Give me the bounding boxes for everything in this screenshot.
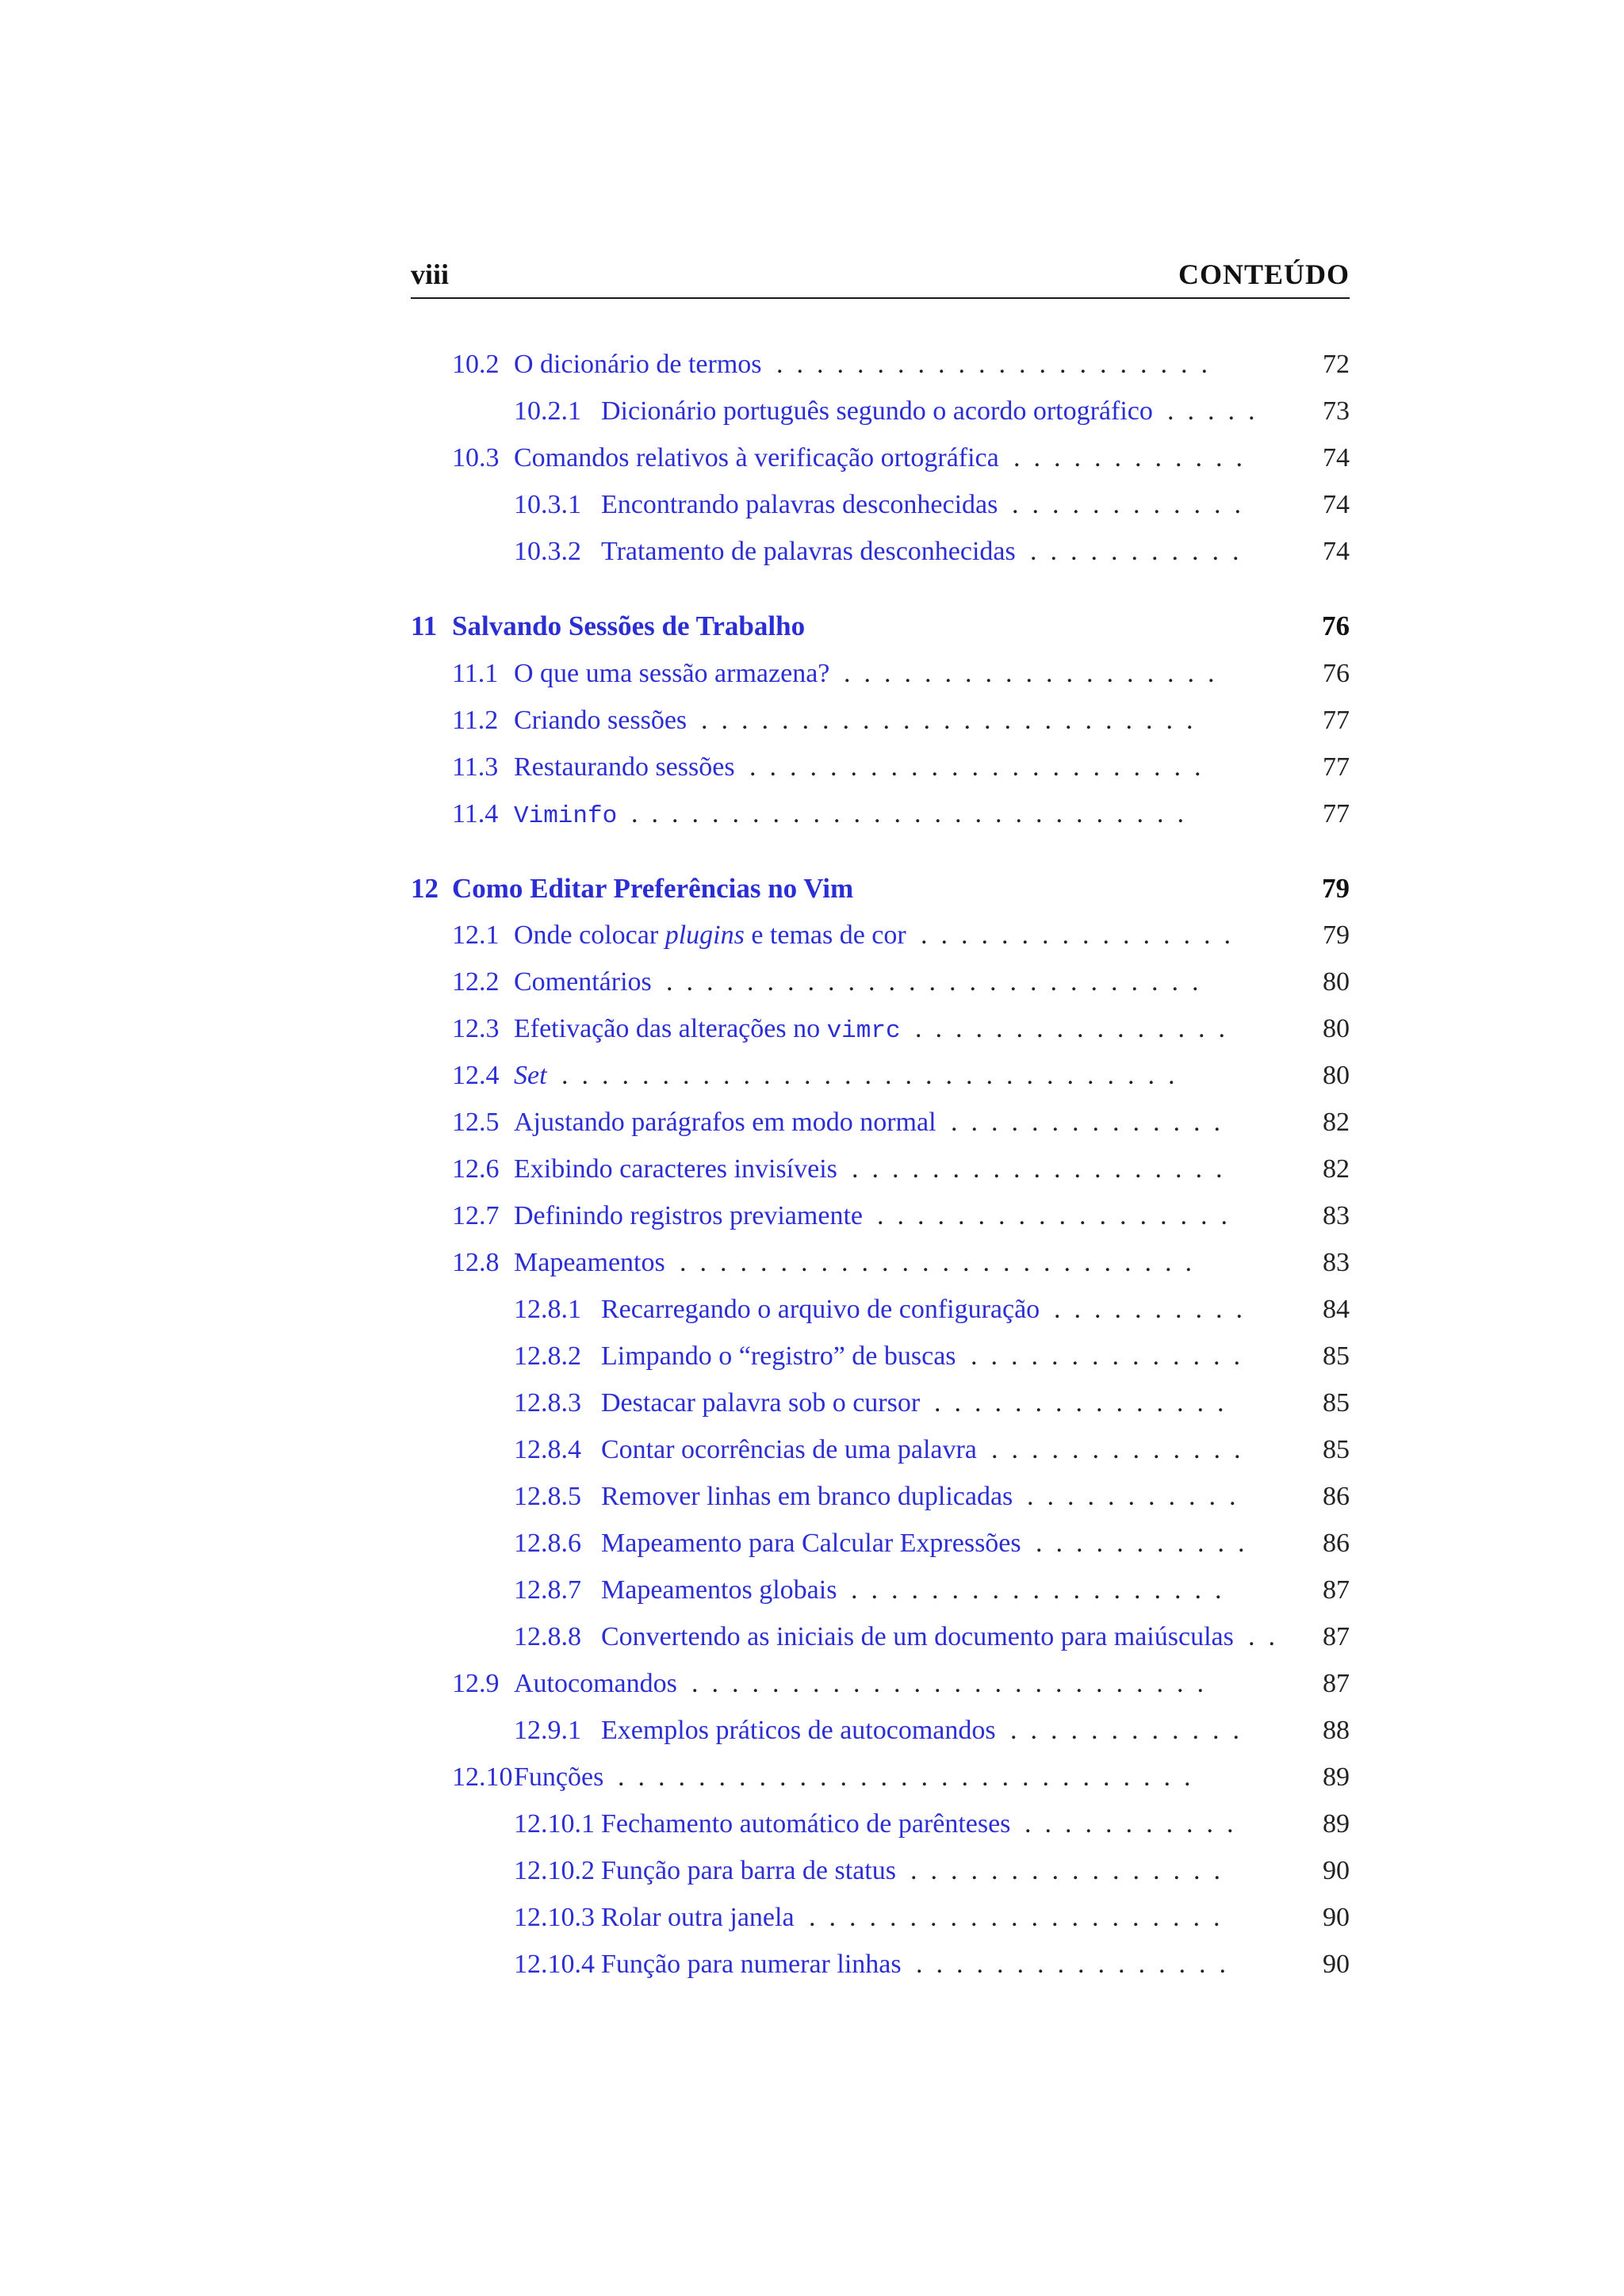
toc-leader-dots: . . . . . . . . . . . <box>1025 1809 1247 1839</box>
toc-entry-number: 12.9 <box>452 1669 500 1698</box>
toc-entry[interactable] <box>411 794 1350 834</box>
toc-entry[interactable] <box>411 1243 1350 1283</box>
toc-entry-page: 80 <box>1323 1014 1350 1043</box>
toc-leader-dots: . . . . . . . . . . . . . . . . . . . . . . . . . . . . . <box>618 1762 1205 1792</box>
toc-chapter-entry[interactable] <box>411 869 1350 909</box>
toc-entry[interactable] <box>411 1150 1350 1189</box>
toc-entry-page: 76 <box>1323 659 1350 688</box>
toc-entry-number: 10.3.1 <box>514 490 581 519</box>
toc-entry-page: 82 <box>1323 1154 1350 1184</box>
toc-entry-title-part: Criando sessões <box>514 706 688 735</box>
toc-entry-number: 12.6 <box>452 1154 500 1184</box>
toc-leader-dots: . . . . . . . . . . . . . . . . <box>915 1014 1239 1043</box>
toc-entry-title <box>601 1571 837 1610</box>
toc-entry-title <box>601 1945 902 1984</box>
toc-entry-page: 86 <box>1323 1482 1350 1511</box>
toc-leader-dots: . . . . . . . . . . . . <box>1010 1716 1253 1745</box>
toc-leader-dots: . . . . . . . . . . <box>1054 1295 1256 1324</box>
toc-entry-number: 12.7 <box>452 1201 500 1230</box>
toc-entry[interactable] <box>411 1711 1350 1751</box>
toc-entry-number: 12.5 <box>452 1108 500 1137</box>
toc-entry-title <box>601 1524 1021 1563</box>
toc-entry[interactable] <box>411 748 1350 787</box>
toc-entry-number: 12.4 <box>452 1061 500 1090</box>
toc-entry-title-part: Mapeamentos <box>514 1248 665 1277</box>
toc-entry-title <box>601 1430 977 1470</box>
toc-leader-dots: . . . . . . . . . . . . . . . . . . <box>877 1201 1241 1230</box>
toc-entry-title <box>601 485 998 525</box>
toc-entry-title-part: Exemplos práticos de autocomandos <box>601 1716 996 1745</box>
toc-entry-number: 12.10 <box>452 1762 513 1792</box>
toc-leader-dots: . . . . . . . . . . . . . . . <box>934 1388 1238 1418</box>
toc-entry-title-part: Set <box>514 1061 547 1090</box>
toc-entry-number: 12.8 <box>452 1248 500 1277</box>
toc-entry-title-part: Funções <box>514 1762 604 1792</box>
toc-entry-title <box>601 392 1153 431</box>
toc-entry-title-part: Autocomandos <box>514 1669 677 1698</box>
toc-entry-number: 12 <box>411 873 439 904</box>
toc-entry-number: 10.2.1 <box>514 396 581 426</box>
toc-entry-title-part: Onde colocar <box>514 920 665 950</box>
toc-entry[interactable] <box>411 1383 1350 1423</box>
toc-entry-number: 12.8.2 <box>514 1341 581 1371</box>
toc-leader-dots: . . . . . . . . . . . . . . . . . . . . . . . . . . . . <box>631 799 1197 828</box>
toc-entry-title <box>514 1196 863 1236</box>
toc-entry[interactable] <box>411 1290 1350 1330</box>
toc-entry-title <box>601 532 1016 572</box>
toc-chapter-entry[interactable] <box>411 607 1350 646</box>
toc-entry-page: 90 <box>1323 1856 1350 1885</box>
toc-entry-title-part: Dicionário português segundo o acordo ortográfico <box>601 396 1153 426</box>
toc-entry-title-part: Salvando Sessões de Trabalho <box>452 610 806 641</box>
toc-leader-dots: . . . . . . . . . . . <box>1036 1529 1258 1558</box>
toc-entry-title <box>601 1290 1040 1330</box>
header-page-number: viii <box>411 258 450 290</box>
toc-entry-title <box>514 438 999 478</box>
toc-entry[interactable] <box>411 1337 1350 1376</box>
toc-entry[interactable] <box>411 1851 1350 1891</box>
toc-entry-page: 72 <box>1323 350 1350 379</box>
toc-entry-title-part: e temas de cor <box>744 920 906 950</box>
toc-leader-dots: . . . . . . . . . . . . . . . . . . . . . . . . . . . <box>666 967 1212 997</box>
toc-entry-title <box>514 1103 936 1142</box>
toc-leader-dots: . . . . . . . . . . . . . <box>991 1435 1254 1464</box>
toc-entry-title-part: Tratamento de palavras desconhecidas <box>601 537 1016 566</box>
toc-entry-number: 11.2 <box>452 706 499 735</box>
toc-entry-title-part: Rolar outra janela <box>601 1903 795 1932</box>
toc-leader-dots: . . . . . . . . . . . . . . . . . . . . . . <box>776 350 1221 379</box>
toc-entry-title <box>514 1056 547 1096</box>
toc-entry-title-part: plugins <box>665 920 745 950</box>
toc-entry-page: 86 <box>1323 1529 1350 1558</box>
toc-entry-page: 89 <box>1323 1809 1350 1839</box>
toc-leader-dots: . . . . . . . . . . . . . . <box>971 1341 1254 1371</box>
toc-entry[interactable] <box>411 1430 1350 1470</box>
toc-entry-page: 80 <box>1323 1061 1350 1090</box>
toc-entry-title <box>601 1383 920 1423</box>
toc-entry-page: 73 <box>1323 396 1350 426</box>
toc-entry-number: 12.9.1 <box>514 1716 581 1745</box>
toc-leader-dots: . . . . . . . . . . . . . . . . . . . . . . . . . . . . . . . <box>561 1061 1189 1090</box>
toc-entry-title-part: Remover linhas em branco duplicadas <box>601 1482 1013 1511</box>
toc-entry-title <box>514 1150 837 1189</box>
toc-leader-dots: . . . . . . . . . . . . . . . . . . . <box>852 1154 1236 1184</box>
toc-entry-title-part: Efetivação das alterações no <box>514 1014 827 1043</box>
toc-leader-dots: . . . . . . . . . . . . . . . . <box>916 1950 1239 1979</box>
toc-entry-number: 12.3 <box>452 1014 500 1043</box>
toc-leader-dots: . . . . . . . . . . . . . . . . <box>921 920 1244 950</box>
toc-entry[interactable] <box>411 392 1350 431</box>
toc-entry-page: 87 <box>1323 1622 1350 1651</box>
header-section-title: CONTEÚDO <box>1178 258 1350 290</box>
toc-entry-number: 12.8.8 <box>514 1622 581 1651</box>
toc-entry-title-part: Ajustando parágrafos em modo normal <box>514 1108 936 1137</box>
toc-entry[interactable] <box>411 1056 1350 1096</box>
toc-entry-page: 74 <box>1323 443 1350 473</box>
toc-entry-page: 80 <box>1323 967 1350 997</box>
toc-entry-page: 83 <box>1323 1201 1350 1230</box>
toc-entry-number: 12.8.7 <box>514 1575 581 1605</box>
toc-entry-title <box>514 1009 901 1051</box>
toc-entry-title-part: Limpando o “registro” de buscas <box>601 1341 956 1371</box>
toc-entry[interactable] <box>411 1758 1350 1797</box>
toc-leader-dots: . . . . . <box>1167 396 1269 426</box>
toc-entry-number: 11 <box>411 610 438 641</box>
toc-entry-number: 10.2 <box>452 350 500 379</box>
toc-entry-title <box>514 1243 665 1283</box>
toc-entry-number: 12.8.4 <box>514 1435 581 1464</box>
toc-entry[interactable] <box>411 1524 1350 1563</box>
toc-entry-number: 12.10.2 <box>514 1856 595 1885</box>
toc-entry-title <box>601 1337 956 1376</box>
toc-entry[interactable] <box>411 1477 1350 1517</box>
toc-entry-number: 12.10.1 <box>514 1809 595 1839</box>
toc-entry-title-part: Definindo registros previamente <box>514 1201 863 1230</box>
toc-entry-number: 12.2 <box>452 967 500 997</box>
toc-entry-title-part: Encontrando palavras desconhecidas <box>601 490 998 519</box>
toc-leader-dots: . . . . . . . . . . . . . . . . . . . . . . . . . . <box>680 1248 1205 1277</box>
toc-entry-title <box>601 1617 1234 1657</box>
toc-entry-title <box>514 654 829 694</box>
toc-entry-page: 90 <box>1323 1903 1350 1932</box>
toc-entry-title-part: Comentários <box>514 967 652 997</box>
toc-leader-dots: . . . . . . . . . . . . . . . . . . . . . . . <box>749 752 1215 782</box>
toc-entry-title-part: Comandos relativos à verificação ortográfica <box>514 443 999 473</box>
toc-entry-title <box>514 345 762 385</box>
toc-entry-page: 77 <box>1323 752 1350 782</box>
toc-entry[interactable] <box>411 1804 1350 1844</box>
toc-entry-number: 11.1 <box>452 659 499 688</box>
toc-entry[interactable] <box>411 438 1350 478</box>
toc-entry-number: 11.4 <box>452 799 499 828</box>
toc-entry-number: 12.1 <box>452 920 500 950</box>
toc-entry-title-part: Mapeamento para Calcular Expressões <box>601 1529 1021 1558</box>
toc-leader-dots: . . . . . . . . . . . . . . . . . . . . . . . . . . <box>691 1669 1217 1698</box>
running-header <box>411 258 1350 299</box>
toc-entry-title-part: O dicionário de termos <box>514 350 762 379</box>
toc-entry[interactable] <box>411 1945 1350 1984</box>
toc-entry[interactable] <box>411 1009 1350 1049</box>
toc-entry-title <box>514 1664 677 1704</box>
toc-entry[interactable] <box>411 532 1350 572</box>
toc-entry-page: 89 <box>1323 1762 1350 1792</box>
toc-entry-page: 77 <box>1323 706 1350 735</box>
toc-entry-title-part: O que uma sessão armazena? <box>514 659 830 688</box>
toc-entry-page: 88 <box>1323 1716 1350 1745</box>
toc-entry-page: 76 <box>1322 610 1350 641</box>
toc-entry-page: 74 <box>1323 537 1350 566</box>
toc-entry-title-part: Função para numerar linhas <box>601 1950 902 1979</box>
toc-entry-page: 79 <box>1323 920 1350 950</box>
toc-entry-title <box>514 916 906 955</box>
toc-entry[interactable] <box>411 1103 1350 1142</box>
toc-entry-title <box>601 1851 896 1891</box>
toc-leader-dots: . . . . . . . . . . . <box>1027 1482 1250 1511</box>
toc-entry-title <box>514 962 652 1002</box>
toc-entry-title-part: Fechamento automático de parênteses <box>601 1809 1011 1839</box>
toc-entry-page: 77 <box>1323 799 1350 828</box>
toc-entry-number: 12.8.1 <box>514 1295 581 1324</box>
toc-entry[interactable] <box>411 485 1350 525</box>
toc-leader-dots: . . . . . . . . . . . . . . . . . . . . . <box>809 1903 1234 1932</box>
toc-entry-number: 12.8.3 <box>514 1388 581 1418</box>
toc-entry[interactable] <box>411 345 1350 385</box>
toc-entry-title <box>452 607 805 646</box>
toc-entry-title-part: Convertendo as iniciais de um documento para maiúsculas <box>601 1622 1234 1651</box>
toc-entry-number: 12.8.5 <box>514 1482 581 1511</box>
toc-leader-dots: . . . . . . . . . . . . . . . . . . . <box>844 659 1228 688</box>
toc-entry-page: 87 <box>1323 1575 1350 1605</box>
toc-entry-title <box>601 1804 1010 1844</box>
toc-entry[interactable] <box>411 1571 1350 1610</box>
toc-entry-page: 83 <box>1323 1248 1350 1277</box>
toc-entry-number: 12.10.4 <box>514 1950 595 1979</box>
toc-entry[interactable] <box>411 701 1350 740</box>
toc-entry-page: 85 <box>1323 1388 1350 1418</box>
toc-entry-page: 74 <box>1323 490 1350 519</box>
toc-entry-title <box>514 1758 603 1797</box>
toc-entry-title <box>514 794 617 836</box>
toc-entry-title <box>514 748 735 787</box>
toc-entry-page: 79 <box>1322 873 1350 904</box>
toc-entry-title-part: Exibindo caracteres invisíveis <box>514 1154 837 1184</box>
toc-entry-page: 85 <box>1323 1341 1350 1371</box>
toc-entry-title-part: Contar ocorrências de uma palavra <box>601 1435 977 1464</box>
toc-entry-number: 12.8.6 <box>514 1529 581 1558</box>
toc-entry-title <box>514 701 687 740</box>
toc-entry[interactable] <box>411 654 1350 694</box>
toc-entry-title-part: vimrc <box>826 1017 901 1045</box>
toc-entry[interactable] <box>411 1898 1350 1938</box>
toc-entry-number: 10.3 <box>452 443 500 473</box>
toc-entry-title-part: Restaurando sessões <box>514 752 735 782</box>
toc-entry-page: 87 <box>1323 1669 1350 1698</box>
toc-entry-number: 11.3 <box>452 752 499 782</box>
toc-leader-dots: . . . . . . . . . . . . . . . . . . . . . . . . . <box>701 706 1207 735</box>
toc-leader-dots: . . . . . . . . . . . . <box>1012 490 1254 519</box>
toc-entry-title-part: Como Editar Preferências no Vim <box>452 873 854 904</box>
toc-entry-title-part: Função para barra de status <box>601 1856 896 1885</box>
toc-leader-dots: . . . . . . . . . . . . <box>1013 443 1256 473</box>
toc-entry[interactable] <box>411 916 1350 955</box>
toc-entry-title <box>601 1898 795 1938</box>
toc-entry-page: 82 <box>1323 1108 1350 1137</box>
toc-entry-page: 90 <box>1323 1950 1350 1979</box>
toc-leader-dots: . . . . . . . . . . . . . . <box>951 1108 1234 1137</box>
toc-entry-title-part: Viminfo <box>514 802 618 830</box>
toc-entry-page: 85 <box>1323 1435 1350 1464</box>
toc-entry[interactable] <box>411 1196 1350 1236</box>
toc-entry-number: 10.3.2 <box>514 537 581 566</box>
toc-entry-page: 84 <box>1323 1295 1350 1324</box>
toc-entry-title-part: Destacar palavra sob o cursor <box>601 1388 921 1418</box>
toc-entry-title <box>452 869 853 909</box>
toc-entry-number: 12.10.3 <box>514 1903 595 1932</box>
toc-entry[interactable] <box>411 1664 1350 1704</box>
toc-entry[interactable] <box>411 962 1350 1002</box>
toc-entry-title <box>601 1711 996 1751</box>
toc-leader-dots: . . . . . . . . . . . <box>1030 537 1253 566</box>
toc-leader-dots: . . . . . . . . . . . . . . . . . . . <box>851 1575 1235 1605</box>
toc-entry-title-part: Recarregando o arquivo de configuração <box>601 1295 1040 1324</box>
toc-leader-dots: . . <box>1248 1622 1289 1651</box>
toc-entry-title-part: Mapeamentos globais <box>601 1575 837 1605</box>
toc-leader-dots: . . . . . . . . . . . . . . . . <box>910 1856 1234 1885</box>
toc-entry-title <box>601 1477 1013 1517</box>
toc-entry[interactable] <box>411 1617 1350 1657</box>
